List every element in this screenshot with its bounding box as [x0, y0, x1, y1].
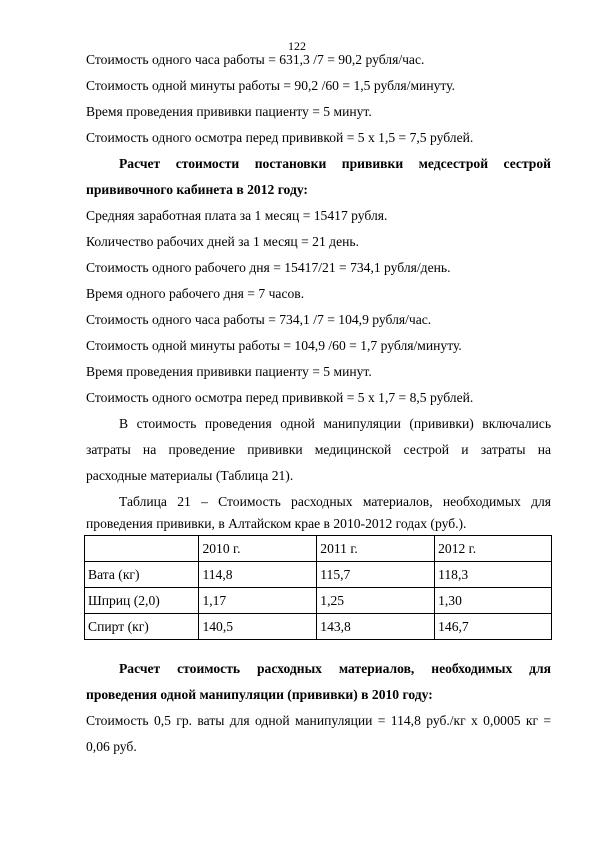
heading-word: прививки: [341, 156, 404, 171]
heading-word: стоимость: [177, 661, 241, 676]
table-cell: Вата (кг): [85, 562, 199, 588]
table-cell: 1,17: [199, 588, 317, 614]
table-cell: 1,25: [317, 588, 435, 614]
section-heading-line: [119, 661, 551, 677]
section-heading-line: проведения одной манипуляции (прививки) в 2010 году:: [86, 687, 433, 702]
word: проведения: [204, 416, 272, 431]
word: для: [229, 713, 250, 728]
word: прививки: [247, 442, 303, 457]
text-line: Стоимость одной минуты работы = 90,2 /60 = 1,5 рубля/минуту.: [86, 78, 456, 93]
word: одной: [255, 713, 290, 728]
paragraph-line: [119, 416, 551, 432]
table-caption-line: проведения прививки, в Алтайском крае в 2010-2012 годах (руб.).: [86, 516, 467, 531]
section-heading-line: [119, 156, 551, 172]
text-line: Время одного рабочего дня = 7 часов.: [86, 286, 305, 301]
word: гр.: [176, 713, 193, 728]
paragraph-line: расходные материалы (Таблица 21).: [86, 468, 294, 483]
text-line: Стоимость одной минуты работы = 104,9 /60 = 1,7 рубля/минуту.: [86, 338, 462, 353]
table-row: [85, 614, 552, 640]
heading-word: Расчет: [119, 661, 161, 676]
table-cell: 1,30: [435, 588, 552, 614]
word: медицинской: [314, 442, 392, 457]
text-line: Количество рабочих дней за 1 месяц = 21 день.: [86, 234, 359, 249]
word: кг: [525, 713, 539, 728]
table-cell: 114,8: [199, 562, 317, 588]
word: руб./кг: [426, 713, 466, 728]
table-header-cell: 2012 г.: [435, 536, 552, 562]
table-row: [85, 562, 552, 588]
word: сестрой: [403, 442, 450, 457]
text-line: Стоимость одного осмотра перед прививкой = 5 х 1,7 = 8,5 рублей.: [86, 390, 474, 405]
word: 0,5: [153, 713, 171, 728]
word: Стоимость: [218, 494, 281, 509]
heading-word: необходимых: [431, 661, 513, 676]
table-cell: [85, 536, 199, 562]
table-header-row: [85, 536, 552, 562]
text-line: [86, 713, 551, 729]
word: включались: [482, 416, 552, 431]
word: =: [543, 713, 552, 728]
word: затраты: [86, 442, 131, 457]
word: Стоимость: [86, 713, 149, 728]
heading-word: Расчет: [119, 156, 161, 171]
table-cell: Спирт (кг): [85, 614, 199, 640]
word: (прививки): [409, 416, 474, 431]
word: Таблица: [119, 494, 167, 509]
word: В: [119, 416, 129, 431]
text-line: Средняя заработная плата за 1 месяц = 15417 рубля.: [86, 208, 388, 223]
paragraph-line: [86, 442, 551, 458]
text-line: Стоимость одного осмотра перед прививкой = 5 х 1,5 = 7,5 рублей.: [86, 130, 474, 145]
text-line: Стоимость одного часа работы = 631,3 /7 = 90,2 рубля/час.: [86, 52, 425, 67]
table-header-cell: 2011 г.: [317, 536, 435, 562]
text-line: Время проведения прививки пациенту = 5 минут.: [86, 104, 372, 119]
table-cell: 115,7: [317, 562, 435, 588]
word: 21: [177, 494, 191, 509]
materials-cost-table: [84, 535, 552, 640]
word: –: [201, 494, 208, 509]
word: манипуляции: [295, 713, 373, 728]
section-heading-line: прививочного кабинета в 2012 году:: [86, 182, 308, 197]
table-cell: 146,7: [435, 614, 552, 640]
word: стоимость: [136, 416, 197, 431]
table-cell: 143,8: [317, 614, 435, 640]
word: расходных: [291, 494, 353, 509]
word: проведение: [168, 442, 236, 457]
word: на: [537, 442, 552, 457]
word: необходимых: [442, 494, 521, 509]
word: =: [377, 713, 386, 728]
word: и: [461, 442, 469, 457]
word: затраты: [480, 442, 526, 457]
table-cell: 140,5: [199, 614, 317, 640]
heading-word: медсестрой: [418, 156, 489, 171]
word: х: [471, 713, 478, 728]
text-line: Стоимость одного часа работы = 734,1 /7 = 104,9 рубля/час.: [86, 312, 432, 327]
word: ваты: [197, 713, 225, 728]
word: материалов,: [362, 494, 433, 509]
text-line: Стоимость одного рабочего дня = 15417/21 = 734,1 рубля/день.: [86, 260, 451, 275]
text-line: 0,06 руб.: [86, 739, 137, 754]
heading-word: расходных: [256, 661, 322, 676]
table-header-cell: 2010 г.: [199, 536, 317, 562]
word: для: [531, 494, 552, 509]
word: манипуляции: [323, 416, 401, 431]
text-line: Время проведения прививки пациенту = 5 минут.: [86, 364, 372, 379]
heading-word: постановки: [254, 156, 327, 171]
page-number: 122: [288, 39, 306, 53]
table-cell: Шприц (2,0): [85, 588, 199, 614]
table-cell: 118,3: [435, 562, 552, 588]
word: на: [142, 442, 157, 457]
word: одной: [280, 416, 315, 431]
word: 114,8: [390, 713, 421, 728]
word: 0,0005: [483, 713, 521, 728]
heading-word: стоимости: [175, 156, 240, 171]
heading-word: для: [529, 661, 551, 676]
table-caption-line: [119, 494, 551, 510]
heading-word: сестрой: [503, 156, 551, 171]
heading-word: материалов,: [338, 661, 415, 676]
table-row: [85, 588, 552, 614]
